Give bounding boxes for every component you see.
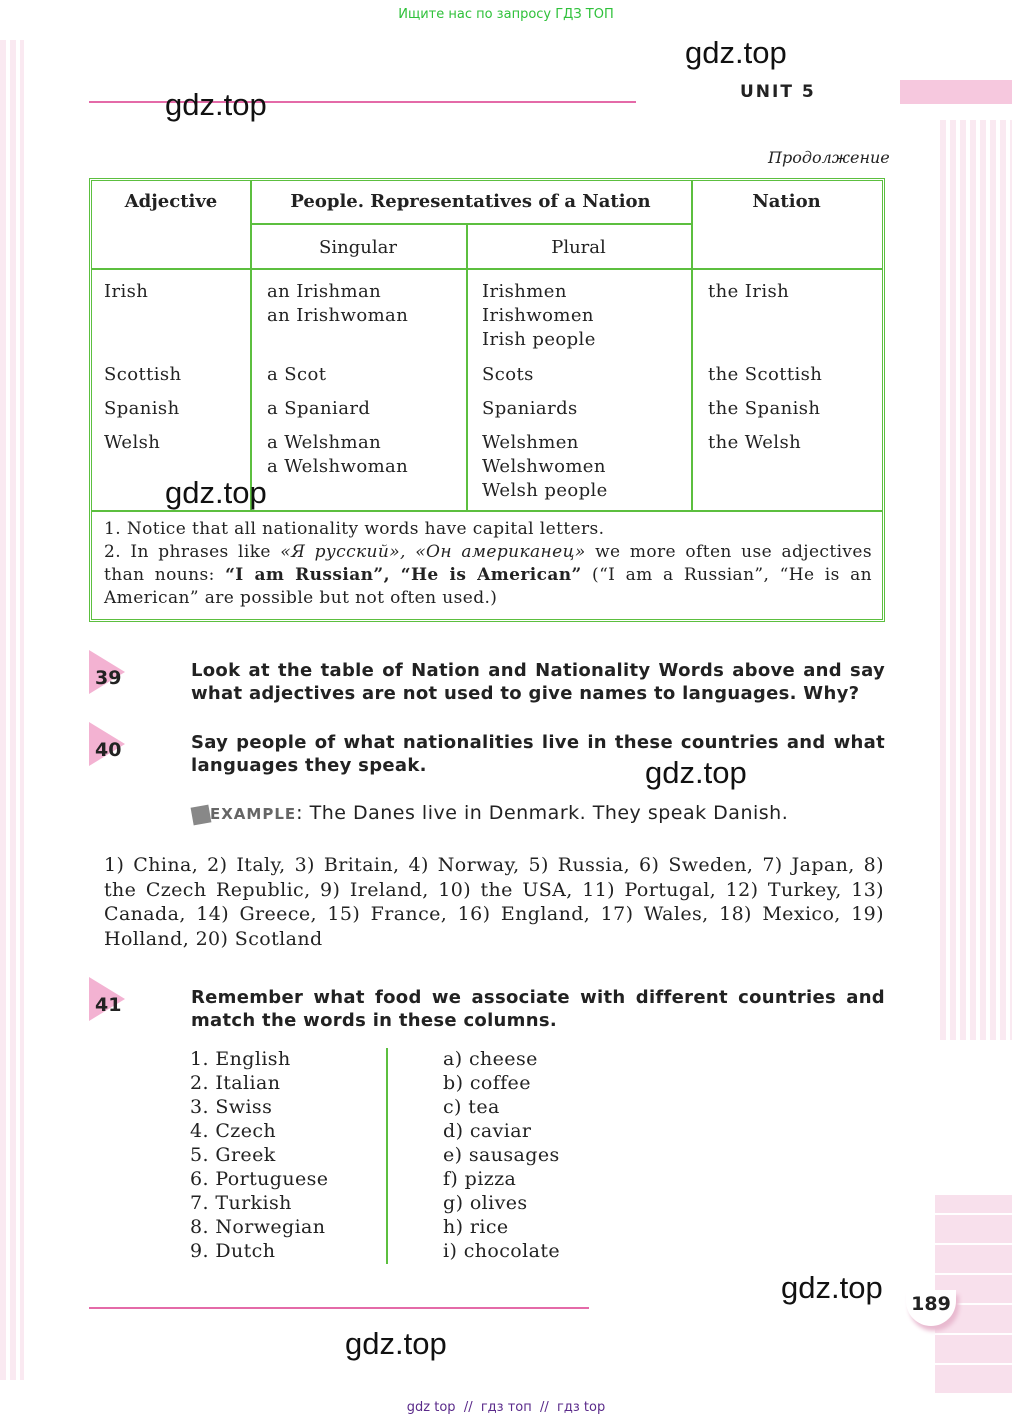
unit-band xyxy=(900,80,1012,104)
cell-line: Spanish xyxy=(104,398,180,419)
svg-text:40: 40 xyxy=(95,739,122,761)
cell-line: Irish people xyxy=(482,329,596,350)
header-people: People. Representatives of a Nation xyxy=(290,191,651,212)
cell-line: Spaniards xyxy=(482,398,578,419)
cell-singular xyxy=(267,397,370,421)
left-decoration xyxy=(0,40,24,1380)
match-item: 8. Norwegian xyxy=(190,1216,326,1238)
unit-label: UNIT 5 xyxy=(740,82,816,102)
cell-line: an Irishman xyxy=(267,281,382,302)
cell-line: the Spanish xyxy=(708,398,821,419)
match-item: d) caviar xyxy=(443,1120,532,1142)
match-item: 3. Swiss xyxy=(190,1096,273,1118)
example-icon xyxy=(191,804,212,825)
match-item: c) tea xyxy=(443,1096,500,1118)
column-divider xyxy=(386,1048,388,1264)
cell-adjective xyxy=(104,363,182,387)
match-item: b) coffee xyxy=(443,1072,531,1094)
match-item: a) cheese xyxy=(443,1048,538,1070)
exercise-41-text: Remember what food we associate with different countries and match the words in these columns. xyxy=(191,987,885,1031)
nationality-column xyxy=(190,1047,328,1263)
food-column xyxy=(443,1047,560,1263)
watermark: gdz.top xyxy=(645,755,747,790)
example-line xyxy=(192,802,788,824)
match-item: h) rice xyxy=(443,1216,509,1238)
cell-singular xyxy=(267,431,408,479)
watermark: gdz.top xyxy=(165,475,267,510)
cell-plural xyxy=(482,431,608,503)
svg-text:41: 41 xyxy=(95,994,122,1016)
exercise-39-badge xyxy=(89,650,125,694)
exercise-40-text: Say people of what nationalities live in these countries and what languages they speak. xyxy=(191,732,885,776)
exercise-39-text: Look at the table of Nation and Nationality Words above and say what adjectives are not used to give names to languages. Why? xyxy=(191,660,885,704)
match-item: 5. Greek xyxy=(190,1144,276,1166)
match-item: e) sausages xyxy=(443,1144,560,1166)
cell-line: Welsh xyxy=(104,432,161,453)
cell-singular xyxy=(267,363,326,387)
top-banner[interactable]: Ищите нас по запросу ГДЗ ТОП xyxy=(398,7,614,22)
cell-line: Welshmen xyxy=(482,432,579,453)
header-plural: Plural xyxy=(551,237,606,258)
match-item: 1. English xyxy=(190,1048,291,1070)
table-notes xyxy=(104,518,872,610)
note-2: 2. In phrases like «Я русский», «Он американец» we more often use adjectives than nouns: “I am Russian”, “He is American” (“I am a Russian”, “He is an American” are possible but not often used.) xyxy=(104,542,873,608)
cell-line: a Welshman xyxy=(267,432,382,453)
footer-links[interactable]: gdz top // гдз топ // гдз top xyxy=(406,1400,606,1415)
cell-plural xyxy=(482,280,596,352)
continued-label: Продолжение xyxy=(768,148,890,167)
match-item: 4. Czech xyxy=(190,1120,277,1142)
cell-plural xyxy=(482,363,534,387)
cell-line: Irishmen xyxy=(482,281,567,302)
header-singular: Singular xyxy=(319,237,397,258)
cell-line: a Scot xyxy=(267,364,327,385)
cell-line: Irish xyxy=(104,281,149,302)
header-adjective: Adjective xyxy=(124,191,218,212)
nationality-table xyxy=(89,178,885,622)
cell-line: the Irish xyxy=(708,281,790,302)
example-text: : The Danes live in Denmark. They speak Danish. xyxy=(296,802,789,824)
cell-line: Welshwomen xyxy=(482,456,606,477)
watermark: gdz.top xyxy=(781,1270,883,1305)
cell-line: Scottish xyxy=(104,364,182,385)
match-item: 6. Portuguese xyxy=(190,1168,329,1190)
cell-adjective xyxy=(104,397,180,421)
header-nation: Nation xyxy=(752,191,821,212)
cell-line: a Welshwoman xyxy=(267,456,409,477)
match-item: 9. Dutch xyxy=(190,1240,276,1262)
match-item: g) olives xyxy=(443,1192,528,1214)
exercise-40-badge xyxy=(89,722,125,766)
cell-nation xyxy=(708,431,801,455)
cell-line: the Scottish xyxy=(708,364,823,385)
watermark: gdz.top xyxy=(345,1326,447,1361)
cell-plural xyxy=(482,397,578,421)
match-item: 2. Italian xyxy=(190,1072,281,1094)
note-1: 1. Notice that all nationality words have capital letters. xyxy=(104,519,605,539)
example-label: EXAMPLE xyxy=(210,805,297,823)
watermark: gdz.top xyxy=(685,35,787,70)
cell-nation xyxy=(708,397,820,421)
match-item: i) chocolate xyxy=(443,1240,561,1262)
country-list: 1) China, 2) Italy, 3) Britain, 4) Norway, 5) Russia, 6) Sweden, 7) Japan, 8) the Czech Republic, 9) Ireland, 10) the USA, 11) Portugal, 12) Turkey, 13) Canada, 14) Greece, 15) France, 16) England, 17) Wales, 18) Mexico, 19) Holland, 20) Scotland xyxy=(104,854,884,950)
cell-singular xyxy=(267,280,408,328)
match-item: 7. Turkish xyxy=(190,1192,292,1214)
cell-line: Scots xyxy=(482,364,534,385)
cell-line: an Irishwoman xyxy=(267,305,409,326)
cell-adjective xyxy=(104,431,160,455)
match-item: f) pizza xyxy=(443,1168,517,1190)
right-decoration xyxy=(940,120,1012,1040)
cell-nation xyxy=(708,363,822,387)
cell-nation xyxy=(708,280,789,304)
cell-line: Welsh people xyxy=(482,480,608,501)
svg-text:39: 39 xyxy=(95,667,122,689)
cell-line: a Spaniard xyxy=(267,398,371,419)
cell-adjective xyxy=(104,280,148,304)
exercise-41-badge xyxy=(89,977,125,1021)
page-number: 189 xyxy=(906,1290,956,1326)
cell-line: Irishwomen xyxy=(482,305,594,326)
cell-line: the Welsh xyxy=(708,432,802,453)
watermark: gdz.top xyxy=(165,87,267,122)
